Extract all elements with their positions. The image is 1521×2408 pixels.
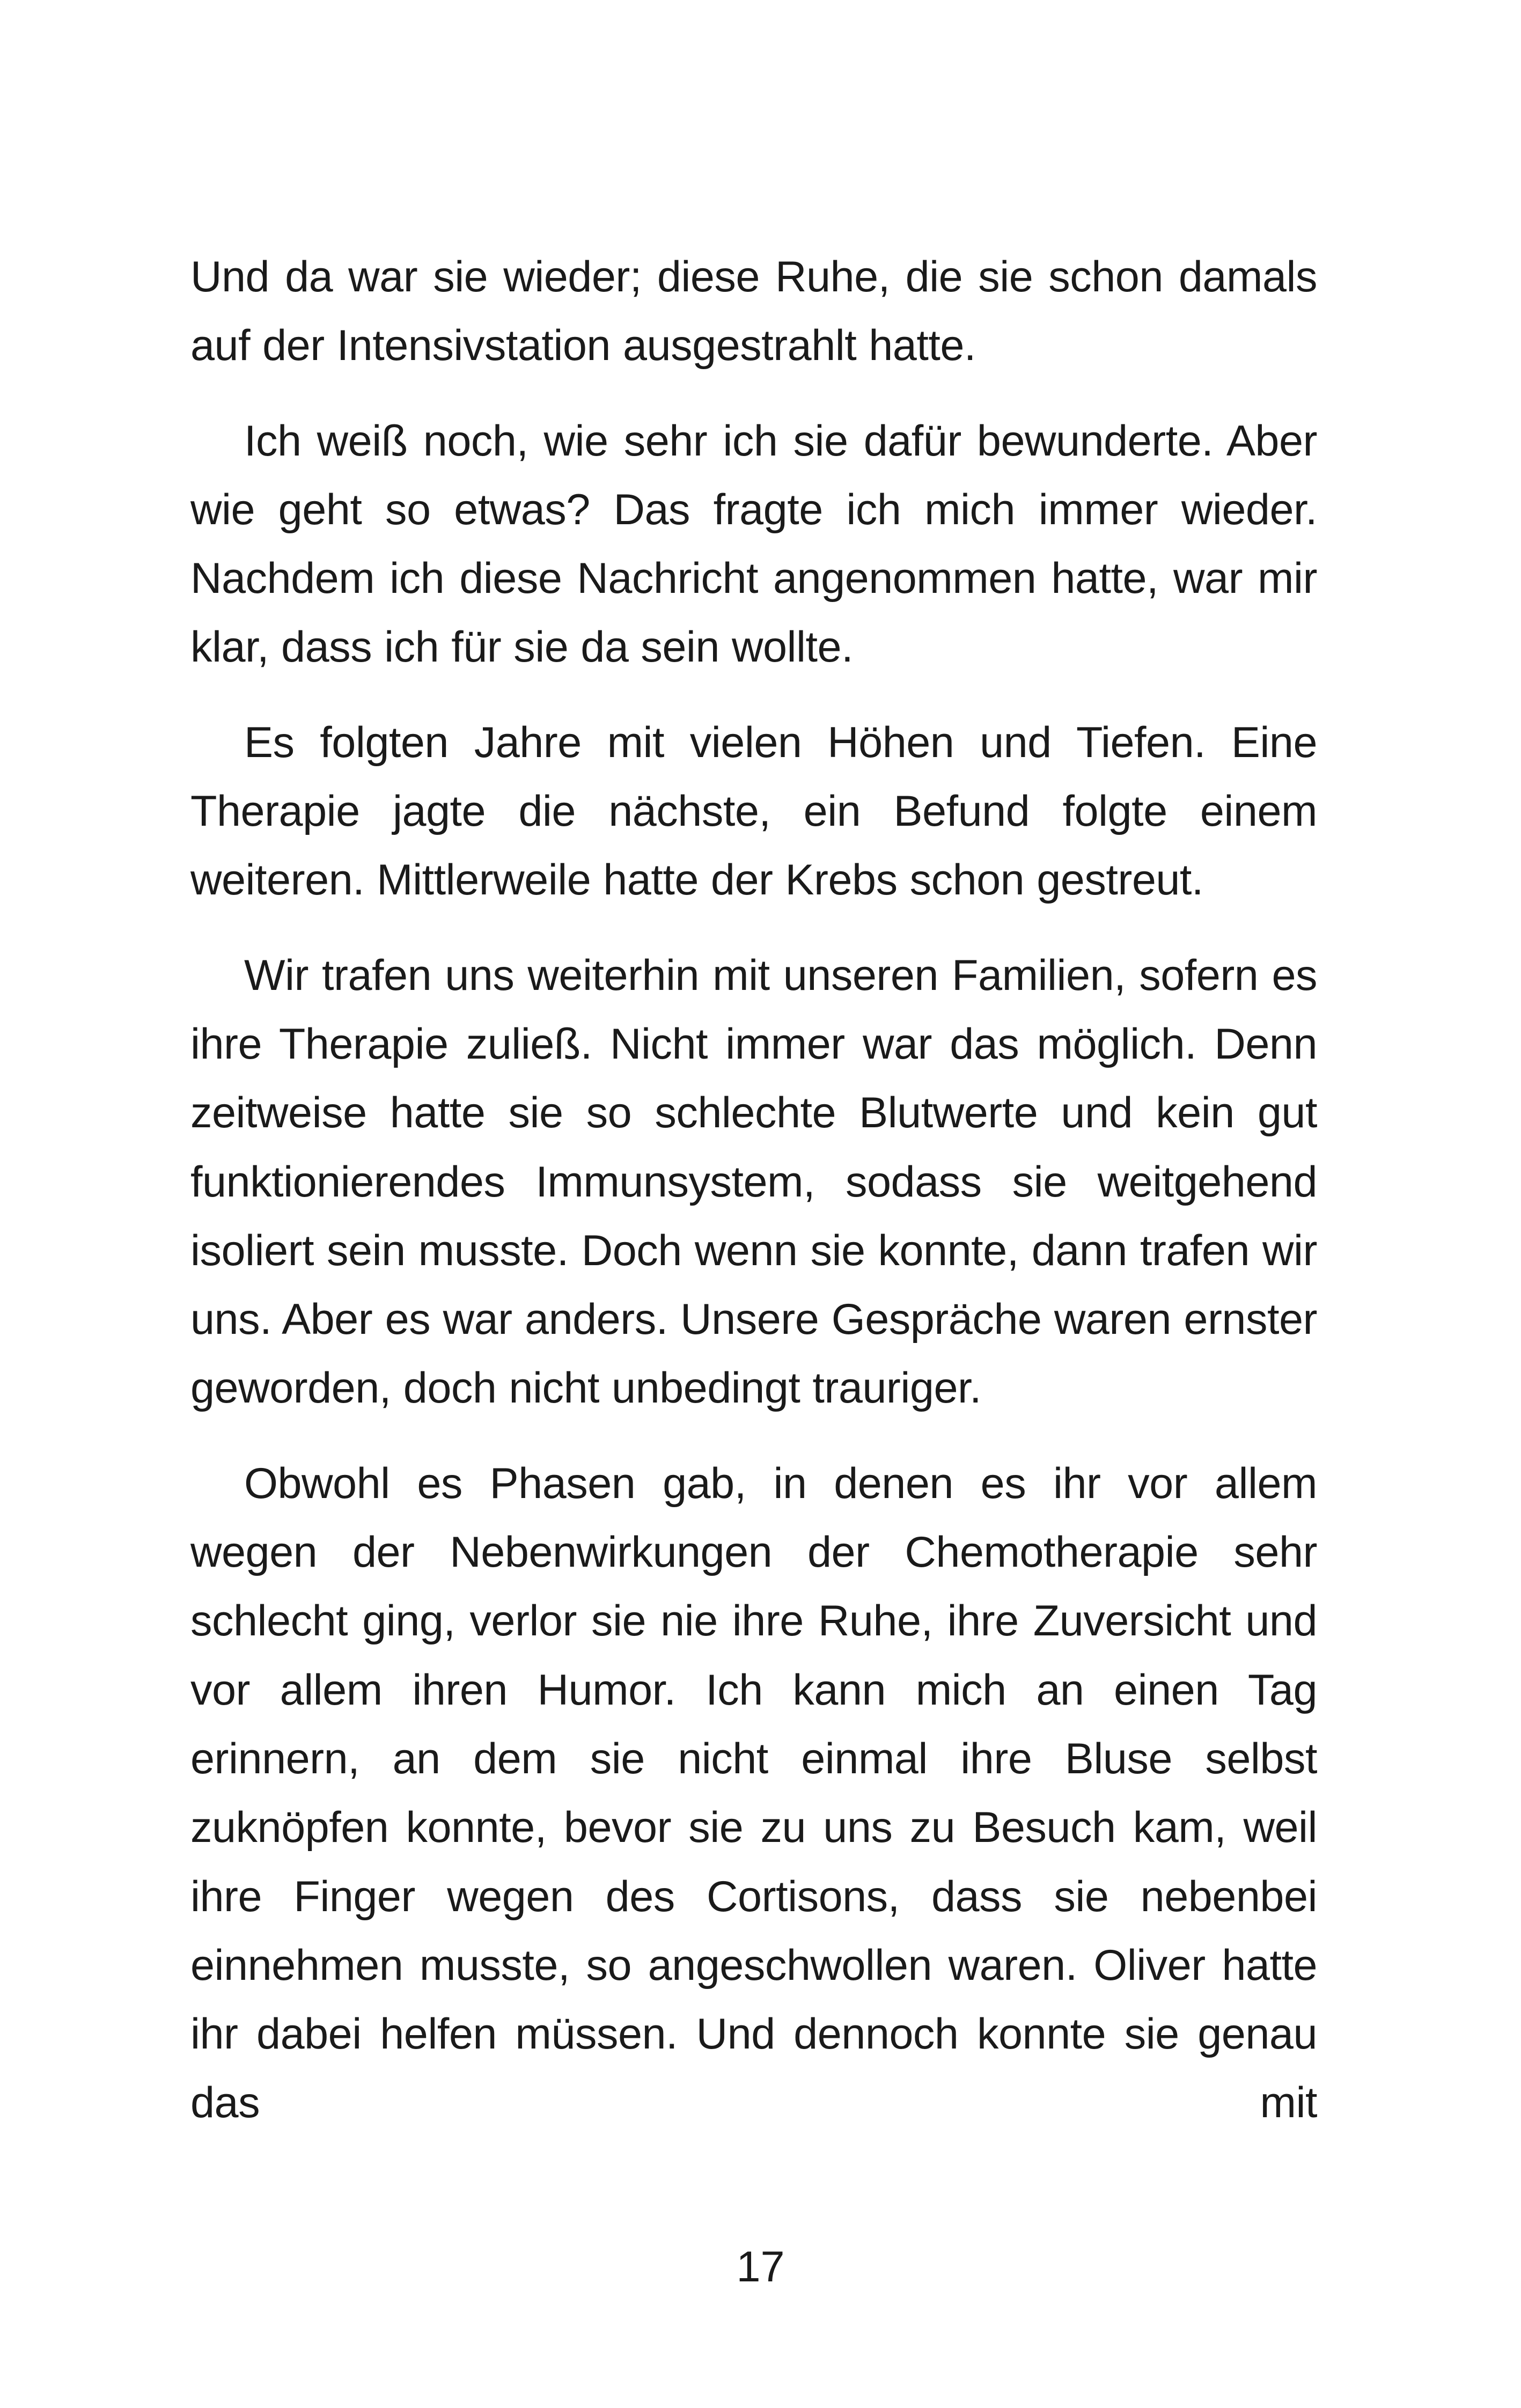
paragraph-5: Obwohl es Phasen gab, in denen es ihr vor allem wegen der Nebenwirkungen der Chemotherapie sehr schlecht ging, verlor sie nie ihre Ruhe, ihre Zuversicht und vor allem ihren Humor. Ich kann mich an einen Tag erinnern, an dem sie nicht einmal ihre Bluse selbst zuknöpfen konnte, bevor sie zu uns zu Besuch kam, weil ihre Finger wegen des Cortisons, dass sie nebenbei einnehmen musste, so angeschwollen waren. Oliver hatte ihr dabei helfen müssen. Und dennoch konnte sie genau das mit <box>190 1459 1317 2127</box>
paragraph-4: Wir trafen uns weiterhin mit unseren Familien, sofern es ihre Therapie zuließ. Nicht immer war das möglich. Denn zeitweise hatte sie so schlechte Blutwerte und kein gut funktionierendes Immunsystem, sodass sie weitgehend isoliert sein musste. Doch wenn sie konnte, dann trafen wir uns. Aber es war anders. Unsere Gespräche waren ernster geworden, doch nicht unbedingt trauriger. <box>190 951 1317 1413</box>
paragraph-2: Ich weiß noch, wie sehr ich sie dafür bewunderte. Aber wie geht so etwas? Das fragte ich mich immer wieder. Nachdem ich diese Nachricht angenommen hatte, war mir klar, dass ich für sie da sein wollte. <box>190 416 1317 672</box>
paragraph-1: Und da war sie wieder; diese Ruhe, die sie schon damals auf der Intensivstation ausgestrahlt hatte. <box>190 253 1317 370</box>
paragraph-3: Es folgten Jahre mit vielen Höhen und Tiefen. Eine Therapie jagte die nächste, ein Befund folgte einem weiteren. Mittlerweile hatte der Krebs schon gestreut. <box>190 718 1317 905</box>
page-number: 17 <box>736 2243 785 2291</box>
body-text <box>190 243 1317 2138</box>
